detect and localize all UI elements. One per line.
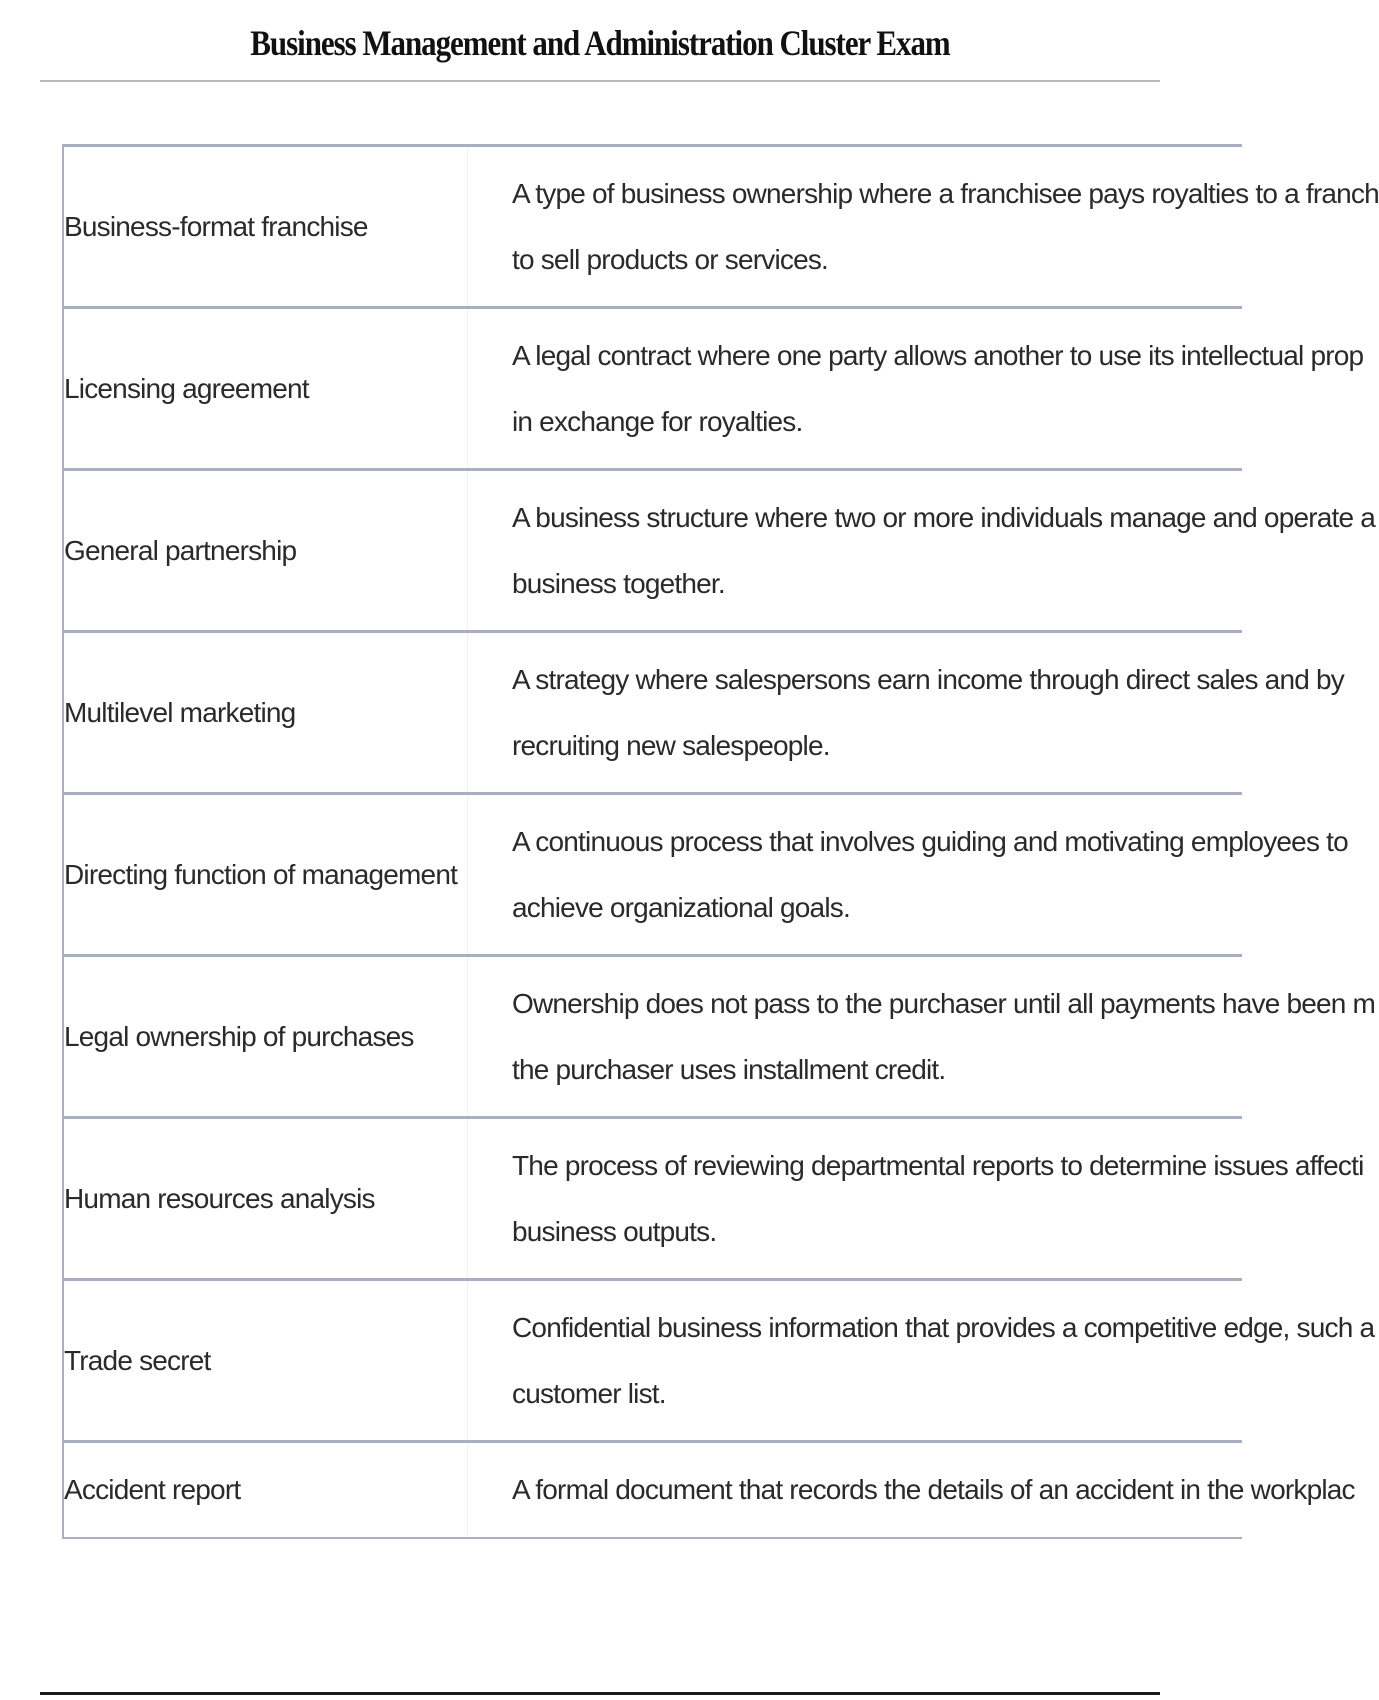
definition-cell: [468, 632, 1344, 794]
term-cell: Trade secret: [63, 1280, 468, 1442]
table-row: [63, 1118, 1242, 1280]
definition-cell: [468, 956, 1376, 1118]
definition-line: A continuous process that involves guiding and motivating employees to: [512, 825, 1348, 857]
definition-line: Confidential business information that provides a competitive edge, such a: [512, 1311, 1375, 1343]
definition-cell: [468, 1442, 1355, 1538]
definition-cell: [468, 146, 1379, 308]
definition-line: The process of reviewing departmental reports to determine issues affecti: [512, 1149, 1364, 1181]
table-row: [63, 1442, 1242, 1538]
definition-line: A strategy where salespersons earn income through direct sales and by: [512, 663, 1344, 695]
page-title: Business Management and Administration Cluster Exam: [250, 23, 950, 63]
header-divider: [40, 80, 1160, 82]
definition-line: achieve organizational goals.: [512, 891, 850, 923]
table-row: [63, 470, 1242, 632]
definition-line: customer list.: [512, 1377, 666, 1409]
term-cell: Human resources analysis: [63, 1118, 468, 1280]
definition-line: business outputs.: [512, 1215, 717, 1247]
term-cell: Multilevel marketing: [63, 632, 468, 794]
definition-cell: [468, 308, 1364, 470]
definition-line: A legal contract where one party allows another to use its intellectual prop: [512, 339, 1364, 371]
table-row: [63, 146, 1242, 308]
definition-line: A type of business ownership where a franchisee pays royalties to a franch: [512, 177, 1379, 209]
definition-cell: [468, 1280, 1375, 1442]
definition-line: in exchange for royalties.: [512, 405, 803, 437]
terms-table-container: [62, 144, 1379, 1562]
definition-line: business together.: [512, 567, 725, 599]
definition-cell: [468, 794, 1348, 956]
term-cell: Directing function of management: [63, 794, 468, 956]
definition-line: Ownership does not pass to the purchaser until all payments have been m: [512, 987, 1376, 1019]
table-row: [63, 956, 1242, 1118]
table-row: [63, 632, 1242, 794]
term-cell: Business-format franchise: [63, 146, 468, 308]
definition-line: to sell products or services.: [512, 243, 829, 275]
definition-cell: [468, 1118, 1364, 1280]
definition-line: recruiting new salespeople.: [512, 729, 830, 761]
term-cell: Accident report: [63, 1442, 468, 1538]
term-cell: Legal ownership of purchases: [63, 956, 468, 1118]
term-cell: Licensing agreement: [63, 308, 468, 470]
definition-cell: [468, 470, 1376, 632]
terms-table: [62, 144, 1379, 1539]
table-row: [63, 1280, 1242, 1442]
definition-line: the purchaser uses installment credit.: [512, 1053, 946, 1085]
definition-line: A formal document that records the details of an accident in the workplac: [512, 1473, 1355, 1505]
definition-line: A business structure where two or more individuals manage and operate a: [512, 501, 1376, 533]
term-cell: General partnership: [63, 470, 468, 632]
footer-divider: [40, 1692, 1160, 1695]
table-row: [63, 794, 1242, 956]
table-row: [63, 308, 1242, 470]
